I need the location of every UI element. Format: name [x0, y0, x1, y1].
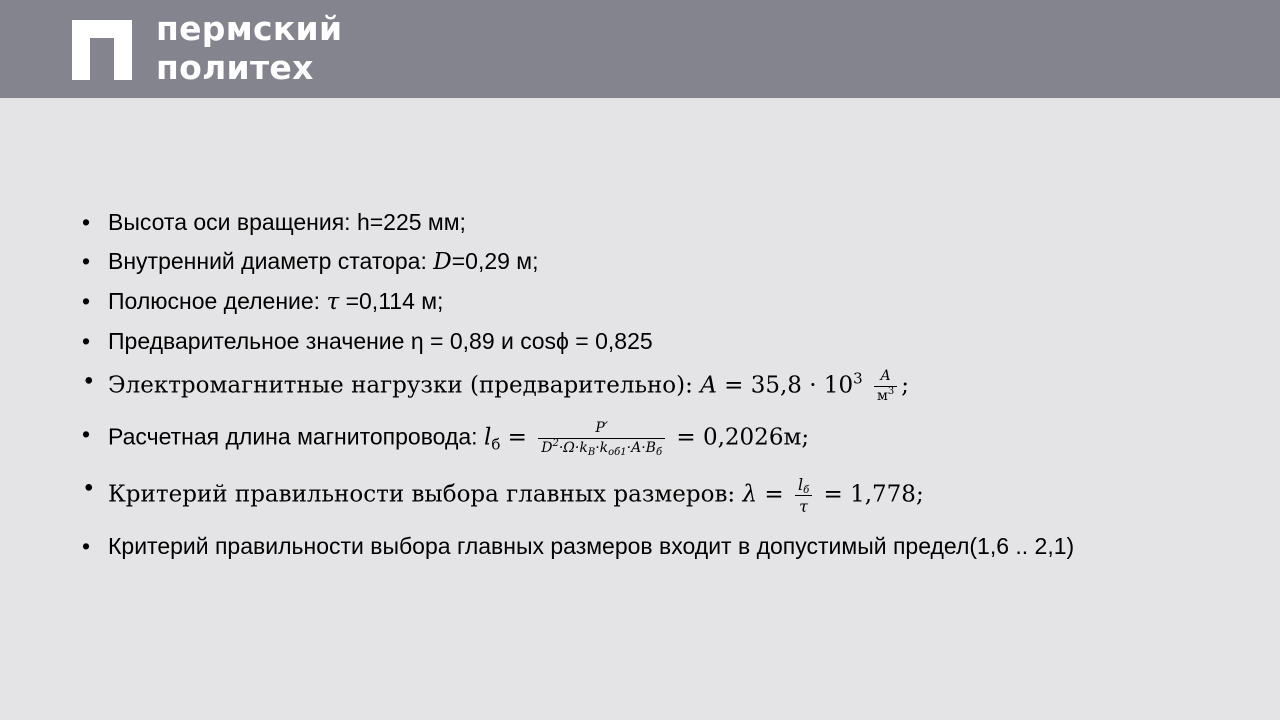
fraction-denominator — [538, 439, 665, 457]
unit-fraction — [874, 368, 897, 405]
bullet-label: Критерий правильности выбора главных размеров: — [108, 481, 743, 508]
math-equation: = 35,8 · 10 — [716, 372, 854, 399]
brand-line-1: пермский — [156, 9, 343, 48]
bullet-efficiency — [80, 327, 1160, 355]
brand-line-2: политех — [156, 48, 314, 87]
math-result: = 1,778; — [816, 481, 924, 508]
den-kb-sub: B — [587, 447, 596, 458]
den-part-1: ·Ω·k — [558, 440, 588, 456]
math-result: = 0,2026м; — [669, 424, 810, 451]
bullet-text: Критерий правильности выбора главных размеров входит в допустимый предел(1,6 .. 2,1) — [108, 533, 1075, 559]
math-lambda: λ — [742, 481, 758, 508]
den-part-2: ·k — [595, 440, 609, 456]
bullet-value: =0,114 м; — [339, 288, 444, 314]
p-letter-logo-icon — [72, 20, 132, 80]
bullet-text: Предварительное значение η = 0,89 и cosϕ = 0,825 — [108, 328, 653, 354]
bullet-axis-height — [80, 208, 1160, 236]
bullet-size-criterion — [80, 475, 1160, 516]
unit-numerator: A — [874, 368, 897, 387]
math-lhs-sub: б — [491, 435, 501, 454]
den-d-exp: 2 — [552, 438, 559, 449]
den-b-sub: б — [655, 447, 663, 458]
num-l-sub: б — [803, 485, 810, 496]
den-part-3: ·A·B — [626, 440, 656, 456]
math-lhs: l — [483, 424, 492, 451]
bullet-list — [80, 200, 1160, 560]
bullet-label: Расчетная длина магнитопровода: — [108, 423, 484, 450]
lambda-fraction — [795, 475, 812, 516]
fraction-denominator: τ — [799, 497, 809, 516]
brand-name — [156, 9, 342, 87]
bullet-em-loads — [80, 368, 1160, 405]
bullet-core-length — [80, 420, 1160, 457]
bullet-stator-diameter — [80, 247, 1160, 276]
header-bar — [0, 0, 1280, 98]
unit-den-base: м — [876, 388, 888, 404]
unit-den-exponent: 3 — [887, 386, 895, 397]
bullet-label: Внутренний диаметр статора: — [108, 248, 434, 274]
bullet-text: Высота оси вращения: h=225 мм; — [108, 209, 466, 235]
math-var-d: D — [433, 249, 452, 275]
bullet-label: Электромагнитные нагрузки (предварительно): — [108, 372, 701, 399]
bullet-value: =0,29 м; — [451, 248, 539, 274]
length-fraction — [538, 420, 665, 457]
math-eq: = — [757, 481, 791, 508]
den-kob-sub: об1 — [608, 447, 627, 458]
fraction-numerator — [795, 475, 812, 496]
bullet-pole-pitch — [80, 287, 1160, 316]
fraction-numerator: P′ — [538, 420, 665, 439]
math-exponent: 3 — [853, 369, 863, 388]
math-tail: ; — [901, 372, 909, 399]
math-eq: = — [500, 424, 535, 451]
bullet-criterion-range — [80, 532, 1160, 560]
den-d: D — [541, 440, 553, 456]
num-l: l — [797, 475, 804, 494]
unit-denominator — [874, 387, 897, 405]
math-var-a: A — [700, 372, 717, 399]
bullet-label: Полюсное деление: — [108, 288, 327, 314]
math-var-tau: τ — [326, 289, 340, 315]
